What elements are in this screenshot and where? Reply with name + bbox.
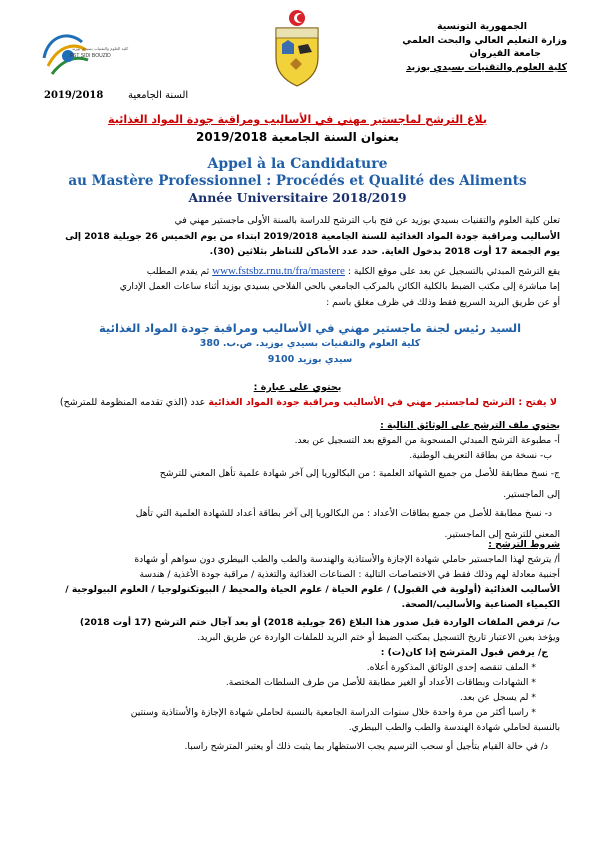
file-item-d-2: المعني للترشح إلى الماجستير. xyxy=(444,529,560,540)
intro-line-4 xyxy=(40,264,560,280)
condition-b-1: ب/ ترفض الملفات الواردة قبل صدور هذا البلاغ (26 جويلية 2018) أو بعد آجال ختم الترشح (17 أوت 2018) xyxy=(79,617,560,628)
tunisia-emblem xyxy=(270,8,324,88)
envelope-text xyxy=(60,397,557,408)
file-item-c-2: إلى الماجستير. xyxy=(503,489,560,500)
file-item-d-1: د- نسخ مطابقة للأصل من جميع بطاقات الأعداد : من البكالوريا إلى آخر بطاقة أعداد للشهادة العلمية التي تأهل xyxy=(135,508,552,519)
title-ar-1: بلاغ الترشح لماجستير مهني في الأساليب ومراقبة جودة المواد الغذائية xyxy=(108,113,487,126)
year-value: 2019/2018 xyxy=(44,90,104,101)
intro-line-3: يوم الجمعة 17 أوت 2018 بدخول الغاية. حدد عدد الأماكن للتناظر بثلاثين (30). xyxy=(209,246,560,257)
ministry-block xyxy=(367,20,567,74)
republic-line: الجمهورية التونسية xyxy=(437,21,527,32)
logo-caption: FST SIDI BOUZID xyxy=(70,53,111,59)
intro-line-1: تعلن كلية العلوم والتقنيات بسيدي بوزيد عن فتح باب الترشح للدراسة بالسنة الأولى ماجستير مهني في xyxy=(174,215,560,226)
condition-a-1: أ/ يترشح لهذا الماجستير حاملي شهادة الإجازة والأستاذية والهندسة والطب والطب البيطري دون سواهم أو شهادة xyxy=(134,554,560,565)
ministry-line: وزارة التعليم العالي والبحث العلمي xyxy=(402,34,567,46)
envelope-text-red: لا يفتح : الترشح لماجستير مهني في الأساليب ومراقبة جودة المواد الغذائية xyxy=(208,397,557,408)
condition-c-item-4-cont: بالنسبة لحاملي شهادة الهندسة والطب والطب البيطري. xyxy=(348,722,560,733)
address-line-1: السيد رئيس لجنة ماجستير مهني في الأساليب ومراقبة جودة المواد الغذائية xyxy=(98,321,522,335)
condition-c: ج/ يرفض قبول المترشح إذا كان(ت) : xyxy=(380,647,548,658)
intro-line-4-pre: يقع الترشح المبدئي بالتسجيل عن بعد على موقع الكلية : xyxy=(347,265,560,277)
condition-c-item-3: * لم يسجل عن بعد. xyxy=(459,692,536,703)
intro-line-6: أو عن طريق البريد السريع فقط وذلك في ظرف مغلق باسم : xyxy=(326,296,560,308)
envelope-text-black: عدد (الذي تقدمه المنظومة للمترشح) xyxy=(59,397,206,408)
address-line-3: سيدي بوزيد 9100 xyxy=(267,354,353,365)
master-url-link[interactable]: www.fstsbz.rnu.tn/fra/mastere xyxy=(212,264,345,277)
file-heading: يحتوي ملف الترشح على الوثائق التالية : xyxy=(380,420,560,431)
logo-caption-ar: كلية العلوم والتقنيات بسيدي بوزيد xyxy=(72,46,129,51)
title-ar-2: بعنوان السنة الجامعية 2019/2018 xyxy=(196,130,399,144)
year-label: السنة الجامعية xyxy=(128,90,189,101)
intro-line-2: الأساليب ومراقبة جودة المواد الغذائية للسنة الجامعية 2019/2018 ابتداء من يوم الخميس 26 جويلية 2018 إلى xyxy=(65,230,560,242)
condition-c-item-1: * الملف تنقصه إحدى الوثائق المذكورة أعلاه. xyxy=(366,662,536,673)
title-fr-1: Appel à la Candidature xyxy=(207,156,388,172)
condition-c-item-2: * الشهادات وبطاقات الأعداد أو الغير مطابقة للأصل من طرف السلطات المختصة. xyxy=(225,677,536,688)
condition-b-2: ويؤخذ بعين الاعتبار تاريخ التسجيل بمكتب الضبط أو ختم البريد للملفات الواردة عن طريق البريد. xyxy=(197,632,560,643)
address-line-2: كلية العلوم والتقنيات بسيدي بوزيد. ص.ب. 380 xyxy=(199,338,421,349)
intro-block xyxy=(40,213,560,310)
intro-line-5: إما مباشرة إلى مكتب الضبط بالكلية الكائن بالمركب الجامعي بالحي الفلاحي بسيدي بوزيد أثناء ساعات العمل الإداري xyxy=(119,281,560,292)
title-fr-2: au Mastère Professionnel : Procédés et Qualité des Aliments xyxy=(68,173,527,189)
condition-a-4: الكيمياء الصناعية والأساليب/الصحة. xyxy=(401,599,560,610)
file-item-c-1: ج- نسخ مطابقة للأصل من جميع الشهائد العلمية : من البكالوريا إلى آخر شهادة علمية تأهل المعني للترشح xyxy=(159,468,560,479)
envelope-heading: يحتوي على عبارة : xyxy=(253,382,342,393)
conditions-heading: شروط الترشح : xyxy=(488,539,560,550)
file-item-b: ب- نسخة من بطاقة التعريف الوطنية. xyxy=(409,450,552,461)
file-item-a: أ- مطبوعة الترشح المبدئي المسحوبة من الموقع بعد التسجيل عن بعد. xyxy=(294,435,560,446)
file-block xyxy=(40,418,560,542)
conditions-block xyxy=(40,537,560,754)
intro-line-4-post: ثم يقدم المطلب xyxy=(146,265,210,277)
condition-a-2: أجنبية معادلة لهم وذلك فقط في الاختصاصات التالية : الصناعات الغذائية والتغذية / مراقبة جودة الأغذية / هندسة xyxy=(139,569,560,580)
address-block xyxy=(60,320,560,368)
title-fr-3: Année Universitaire 2018/2019 xyxy=(188,190,407,205)
faculty-line: كلية العلوم والتقنيات بسيدي بوزيد xyxy=(406,61,567,73)
condition-d: د/ في حالة القيام بتأجيل أو سحب الترسيم يجب الاستظهار بما يثبت ذلك أو يعتبر المترشح راسبا. xyxy=(184,741,548,752)
coat-of-arms-icon xyxy=(270,8,324,88)
condition-a-3: الأساليب الغذائية (أولوية في القبول) / علوم الحياة / علوم الحياة والمحيط / البيوتكنولوجيا / العلوم البيولوجية / xyxy=(65,584,560,595)
condition-c-item-4: * راسبا أكثر من مرة واحدة خلال سنوات الدراسة الجامعية بالنسبة لحاملي شهادة الإجازة والأستاذية وسنتين xyxy=(130,707,536,718)
university-line: جامعة القيروان xyxy=(469,48,541,59)
